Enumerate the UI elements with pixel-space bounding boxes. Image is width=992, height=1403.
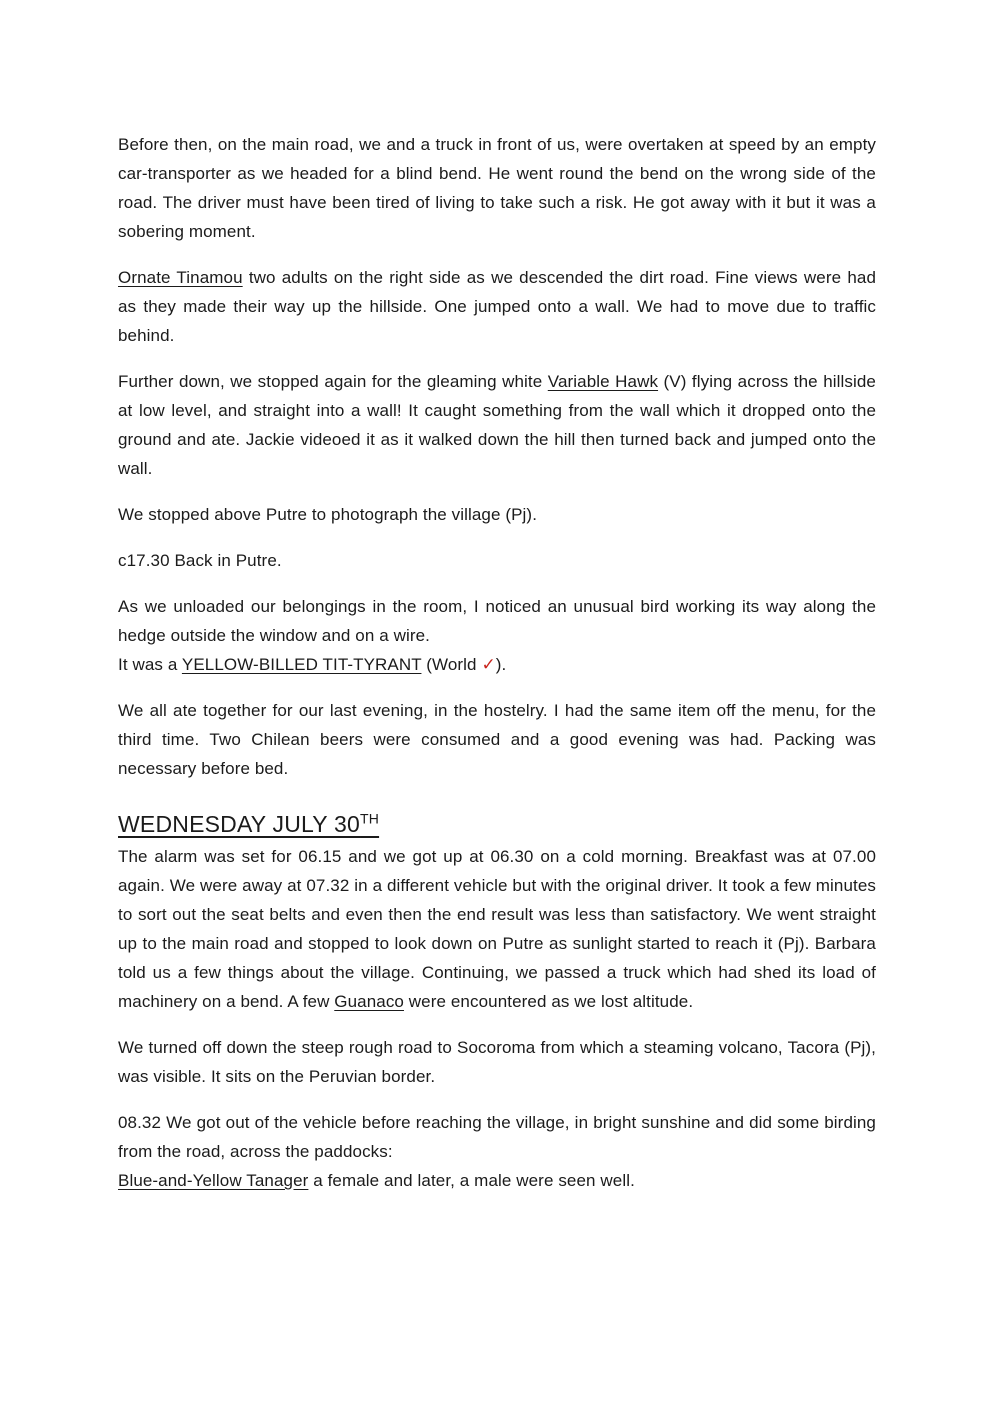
paragraph-text: 08.32 We got out of the vehicle before reaching the village, in bright sunshine and did some birding from the road, across the paddocks: (118, 1113, 876, 1161)
paragraph-back-in-putre (118, 546, 876, 575)
paragraph-text: (V) flying across the hillside at low level, and straight into a wall! It caught something from the wall which it dropped onto the ground and ate. Jackie videoed it as it walked down the hill then turned back and jumped onto the wall. (118, 372, 876, 478)
paragraph-tit-tyrant (118, 592, 876, 679)
paragraph-text: We turned off down the steep rough road to Socoroma from which a steaming volcano, Tacora (Pj), was visible. It sits on the Peruvian border. (118, 1038, 876, 1086)
paragraph-text: (World (421, 655, 482, 674)
paragraph-text: were encountered as we lost altitude. (403, 992, 694, 1011)
species-name-variable-hawk: Variable Hawk (547, 372, 659, 391)
heading-ordinal-suffix: TH (360, 810, 380, 827)
paragraph-text: Further down, we stopped again for the gleaming white (118, 372, 548, 391)
species-name-yellow-billed-tit-tyrant: YELLOW-BILLED TIT-TYRANT (181, 655, 422, 674)
paragraph-birding-paddocks (118, 1108, 876, 1195)
paragraph-text: It was a (118, 655, 182, 674)
paragraph-last-evening (118, 696, 876, 783)
paragraph-putre-photo (118, 500, 876, 529)
paragraph-ornate-tinamou (118, 263, 876, 350)
paragraph-text: two adults on the right side as we descended the dirt road. Fine views were had as they made their way up the hillside. One jumped onto a wall. We had to move due to traffic behind. (118, 268, 877, 345)
paragraph-wednesday-morning (118, 842, 876, 1016)
paragraph-car-transporter (118, 130, 876, 246)
paragraph-text: Before then, on the main road, we and a truck in front of us, were overtaken at speed by an empty car-transporter as we headed for a blind bend. He went round the bend on the wrong side of the road. The driver must have been tired of living to take such a risk. He got away with it but it was a sobering moment. (118, 135, 876, 241)
heading-text: WEDNESDAY JULY 30 (118, 811, 361, 837)
paragraph-text: We all ate together for our last evening, in the hostelry. I had the same item off the menu, for the third time. Two Chilean beers were consumed and a good evening was had. Packing was necessary before bed. (118, 701, 876, 778)
paragraph-text: a female and later, a male were seen well. (308, 1171, 635, 1190)
paragraph-text: We stopped above Putre to photograph the village (Pj). (118, 505, 538, 524)
paragraph-text: The alarm was set for 06.15 and we got up at 06.30 on a cold morning. Breakfast was at 07.00 again. We were away at 07.32 in a different vehicle but with the original driver. It took a few minutes to sort out the seat belts and even then the end result was less than satisfactory. We went straight up to the main road and stopped to look down on Putre as sunlight started to reach it (Pj). Barbara told us a few things about the village. Continuing, we passed a truck which had shed its load of machinery on a bend. A few (118, 847, 876, 1011)
species-name-blue-and-yellow-tanager: Blue-and-Yellow Tanager (118, 1171, 309, 1190)
world-tick-icon: ✓ (481, 655, 496, 674)
paragraph-text: ). (495, 655, 507, 674)
paragraph-socoroma-road (118, 1033, 876, 1091)
paragraph-text: As we unloaded our belongings in the room, I noticed an unusual bird working its way along the hedge outside the window and on a wire. (118, 597, 876, 645)
species-name-guanaco: Guanaco (334, 992, 404, 1011)
species-name-ornate-tinamou: Ornate Tinamou (118, 268, 243, 287)
day-heading-wednesday-july-30 (118, 809, 876, 839)
paragraph-variable-hawk (118, 367, 876, 483)
paragraph-text: c17.30 Back in Putre. (118, 551, 282, 570)
